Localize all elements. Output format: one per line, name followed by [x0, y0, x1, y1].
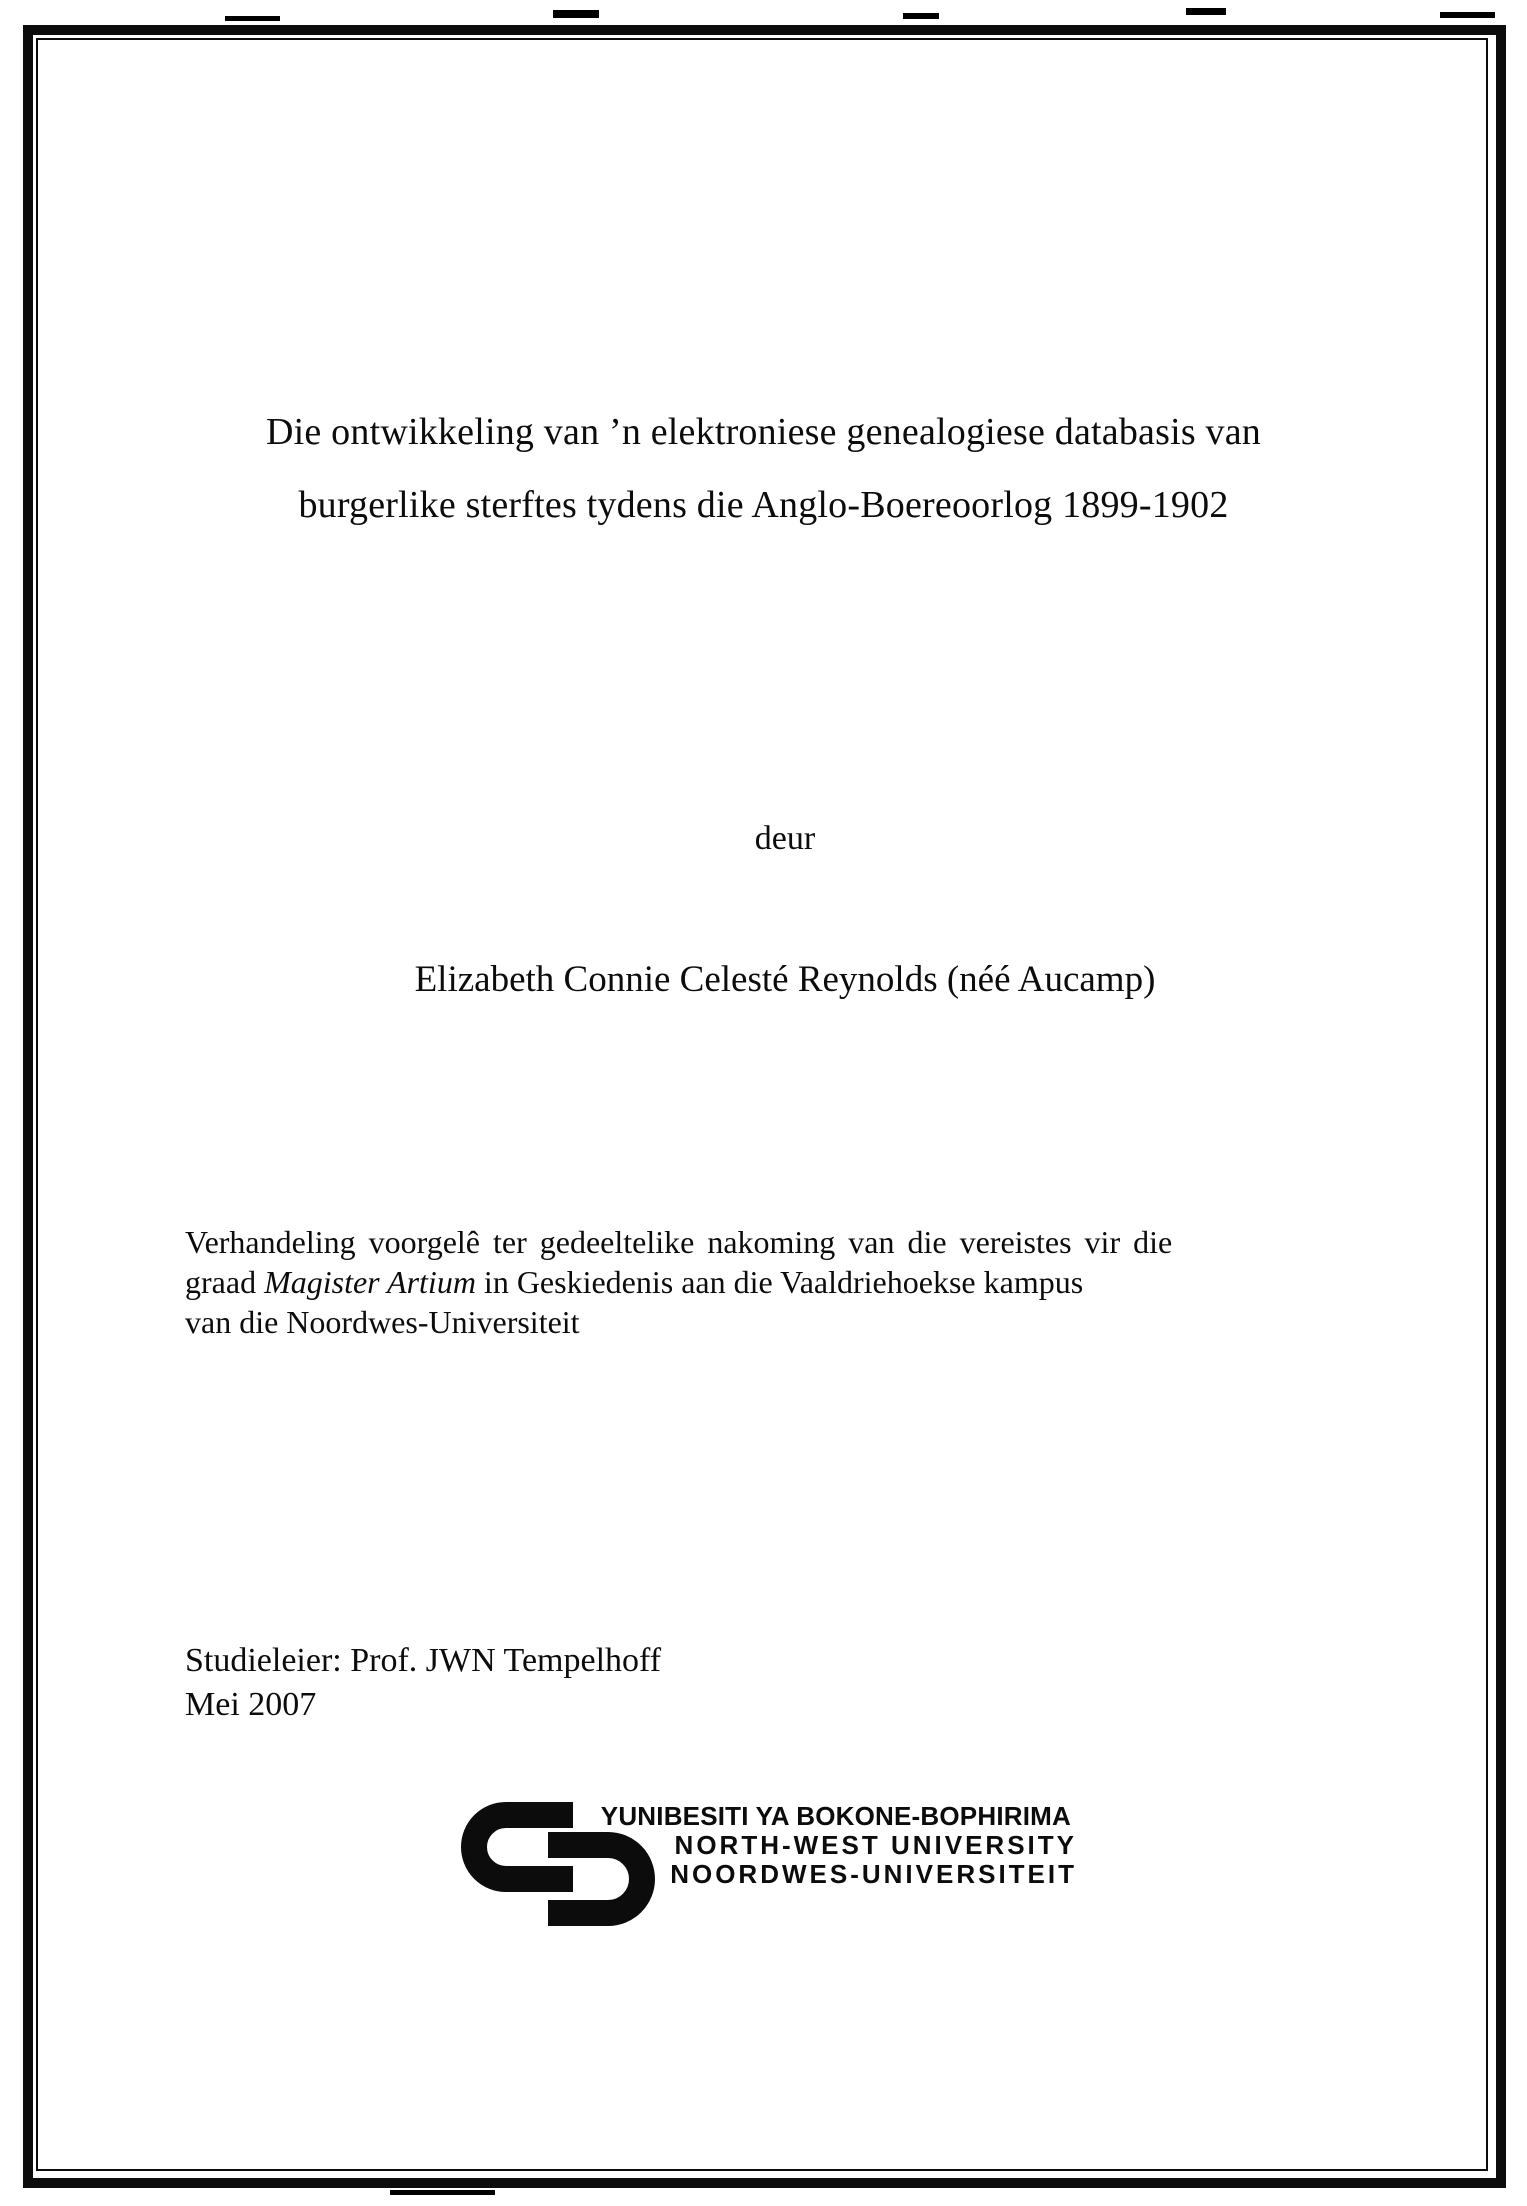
scan-artifact [225, 16, 280, 21]
nwu-name-english: NORTH-WEST UNIVERSITY [674, 1830, 1077, 1860]
byline-label: deur [754, 820, 816, 857]
scan-artifact [390, 2190, 495, 2195]
nwu-logo-wordmark [580, 1802, 1077, 1889]
degree-statement-line3: van die Noordwes-Universiteit [185, 1304, 580, 1340]
scan-artifact [903, 13, 939, 19]
degree-statement [185, 1222, 1347, 1342]
author-name: Elizabeth Connie Celesté Reynolds (néé Aucamp) [414, 959, 1156, 1000]
scan-artifact [1186, 8, 1226, 15]
scan-artifact [1440, 12, 1495, 18]
degree-statement-line2-pre: graad [185, 1264, 265, 1300]
degree-statement-line1: Verhandeling voorgelê ter gedeeltelike nakoming van die vereistes vir die [185, 1224, 1173, 1260]
degree-statement-line2 [185, 1262, 1347, 1302]
nwu-name-setswana: YUNIBESITI YA BOKONE-BOPHIRIMA [600, 1801, 1071, 1831]
degree-name-italic: Magister Artium [264, 1264, 476, 1300]
supervisor-line: Studieleier: Prof. JWN Tempelhoff [185, 1642, 662, 1679]
nwu-name-afrikaans: NOORDWES-UNIVERSITEIT [670, 1859, 1077, 1889]
scan-artifact [553, 10, 599, 18]
thesis-title-line1: Die ontwikkeling van ’n elektroniese genealogiese databasis van [266, 411, 1261, 453]
degree-statement-line2-post: in Geskiedenis aan die Vaaldriehoekse kampus [475, 1264, 1084, 1300]
thesis-title-line2: burgerlike sterftes tydens die Anglo-Boereoorlog 1899-1902 [298, 484, 1229, 526]
date-line: Mei 2007 [185, 1686, 317, 1723]
thesis-title [0, 396, 1527, 542]
